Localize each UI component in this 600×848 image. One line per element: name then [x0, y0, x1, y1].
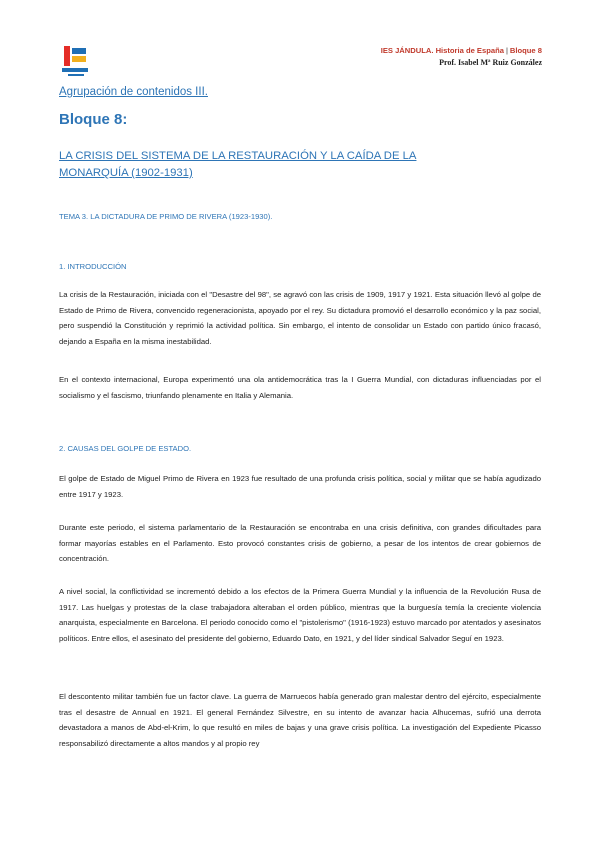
paragraph: El descontento militar también fue un factor clave. La guerra de Marruecos había generado gran malestar dentro del ejército, especialmente tras el desastre de Annual en 1921. El general Fernández Silvestre, en su intento de avanzar hacia Alhucemas, sufrió una derrota devastadora a manos de Abd-el-Krim, lo que resultó en miles de bajas y una grave crisis política. La investigación del Expediente Picasso responsabilizó directamente a altos mandos y al propio rey — [59, 692, 541, 748]
group-title: Agrupación de contenidos III. — [59, 86, 208, 98]
header-block-ref: Bloque 8 — [509, 46, 542, 55]
tema-title: TEMA 3. LA DICTADURA DE PRIMO DE RIVERA (1923-1930). — [59, 212, 273, 221]
section-heading-introduccion: 1. INTRODUCCIÓN — [59, 262, 127, 271]
paragraph: A nivel social, la conflictividad se incrementó debido a los efectos de la Primera Guerra Mundial y la influencia de la Revolución Rusa de 1917. Las huelgas y protestas de la clase trabajadora alteraban el orden público, mientras que la burguesía temía la creciente violencia anarquista, especialmente en Barcelona. El periodo conocido como el "pistolerismo" (1916-1923) estuvo marcado por atentados y asesinatos políticos. Entre ellos, el asesinato del presidente del gobierno, Eduardo Dato, en 1921, y del líder sindical Salvador Seguí en 1923. — [59, 587, 541, 643]
section-heading-causas: 2. CAUSAS DEL GOLPE DE ESTADO. — [59, 444, 192, 453]
main-title: LA CRISIS DEL SISTEMA DE LA RESTAURACIÓN Y LA CAÍDA DE LA MONARQUÍA (1902-1931) — [59, 150, 417, 179]
bloque-title: Bloque 8: — [59, 111, 128, 128]
page-header: IES JÁNDULA. Historia de España | Bloque 8 Prof. Isabel Mª Ruiz González — [380, 46, 542, 67]
header-school: IES JÁNDULA. Historia de España — [380, 46, 504, 55]
paragraph: En el contexto internacional, Europa experimentó una ola antidemocrática tras la I Guerra Mundial, con dictaduras influenciadas por el socialismo y el fascismo, triunfando plenamente en Italia y Alemania. — [59, 375, 541, 400]
school-logo — [60, 44, 90, 78]
paragraph: El golpe de Estado de Miguel Primo de Rivera en 1923 fue resultado de una profunda crisis política, social y militar que se había agudizado entre 1917 y 1923. — [59, 474, 541, 499]
paragraph: Durante este periodo, el sistema parlamentario de la Restauración se encontraba en una crisis definitiva, con grandes dificultades para formar mayorías estables en el Parlamento. Esto provocó constantes crisis de gobierno, a pesar de los intentos de crear gobiernos de concentración. — [59, 523, 541, 563]
paragraph: La crisis de la Restauración, iniciada con el "Desastre del 98", se agravó con las crisis de 1909, 1917 y 1921. Esta situación llevó al golpe de Estado de Primo de Rivera, convencido regeneracionista, apoyado por el rey. Su dictadura promovió el desarrollo económico y la paz social, pero suspendió la Constitución y reprimió la actividad política. Sin embargo, el intento de consolidar un Estado con partido único fracasó, dejando a España en la misma inestabilidad. — [59, 290, 541, 346]
header-teacher: Prof. Isabel Mª Ruiz González — [439, 58, 542, 67]
